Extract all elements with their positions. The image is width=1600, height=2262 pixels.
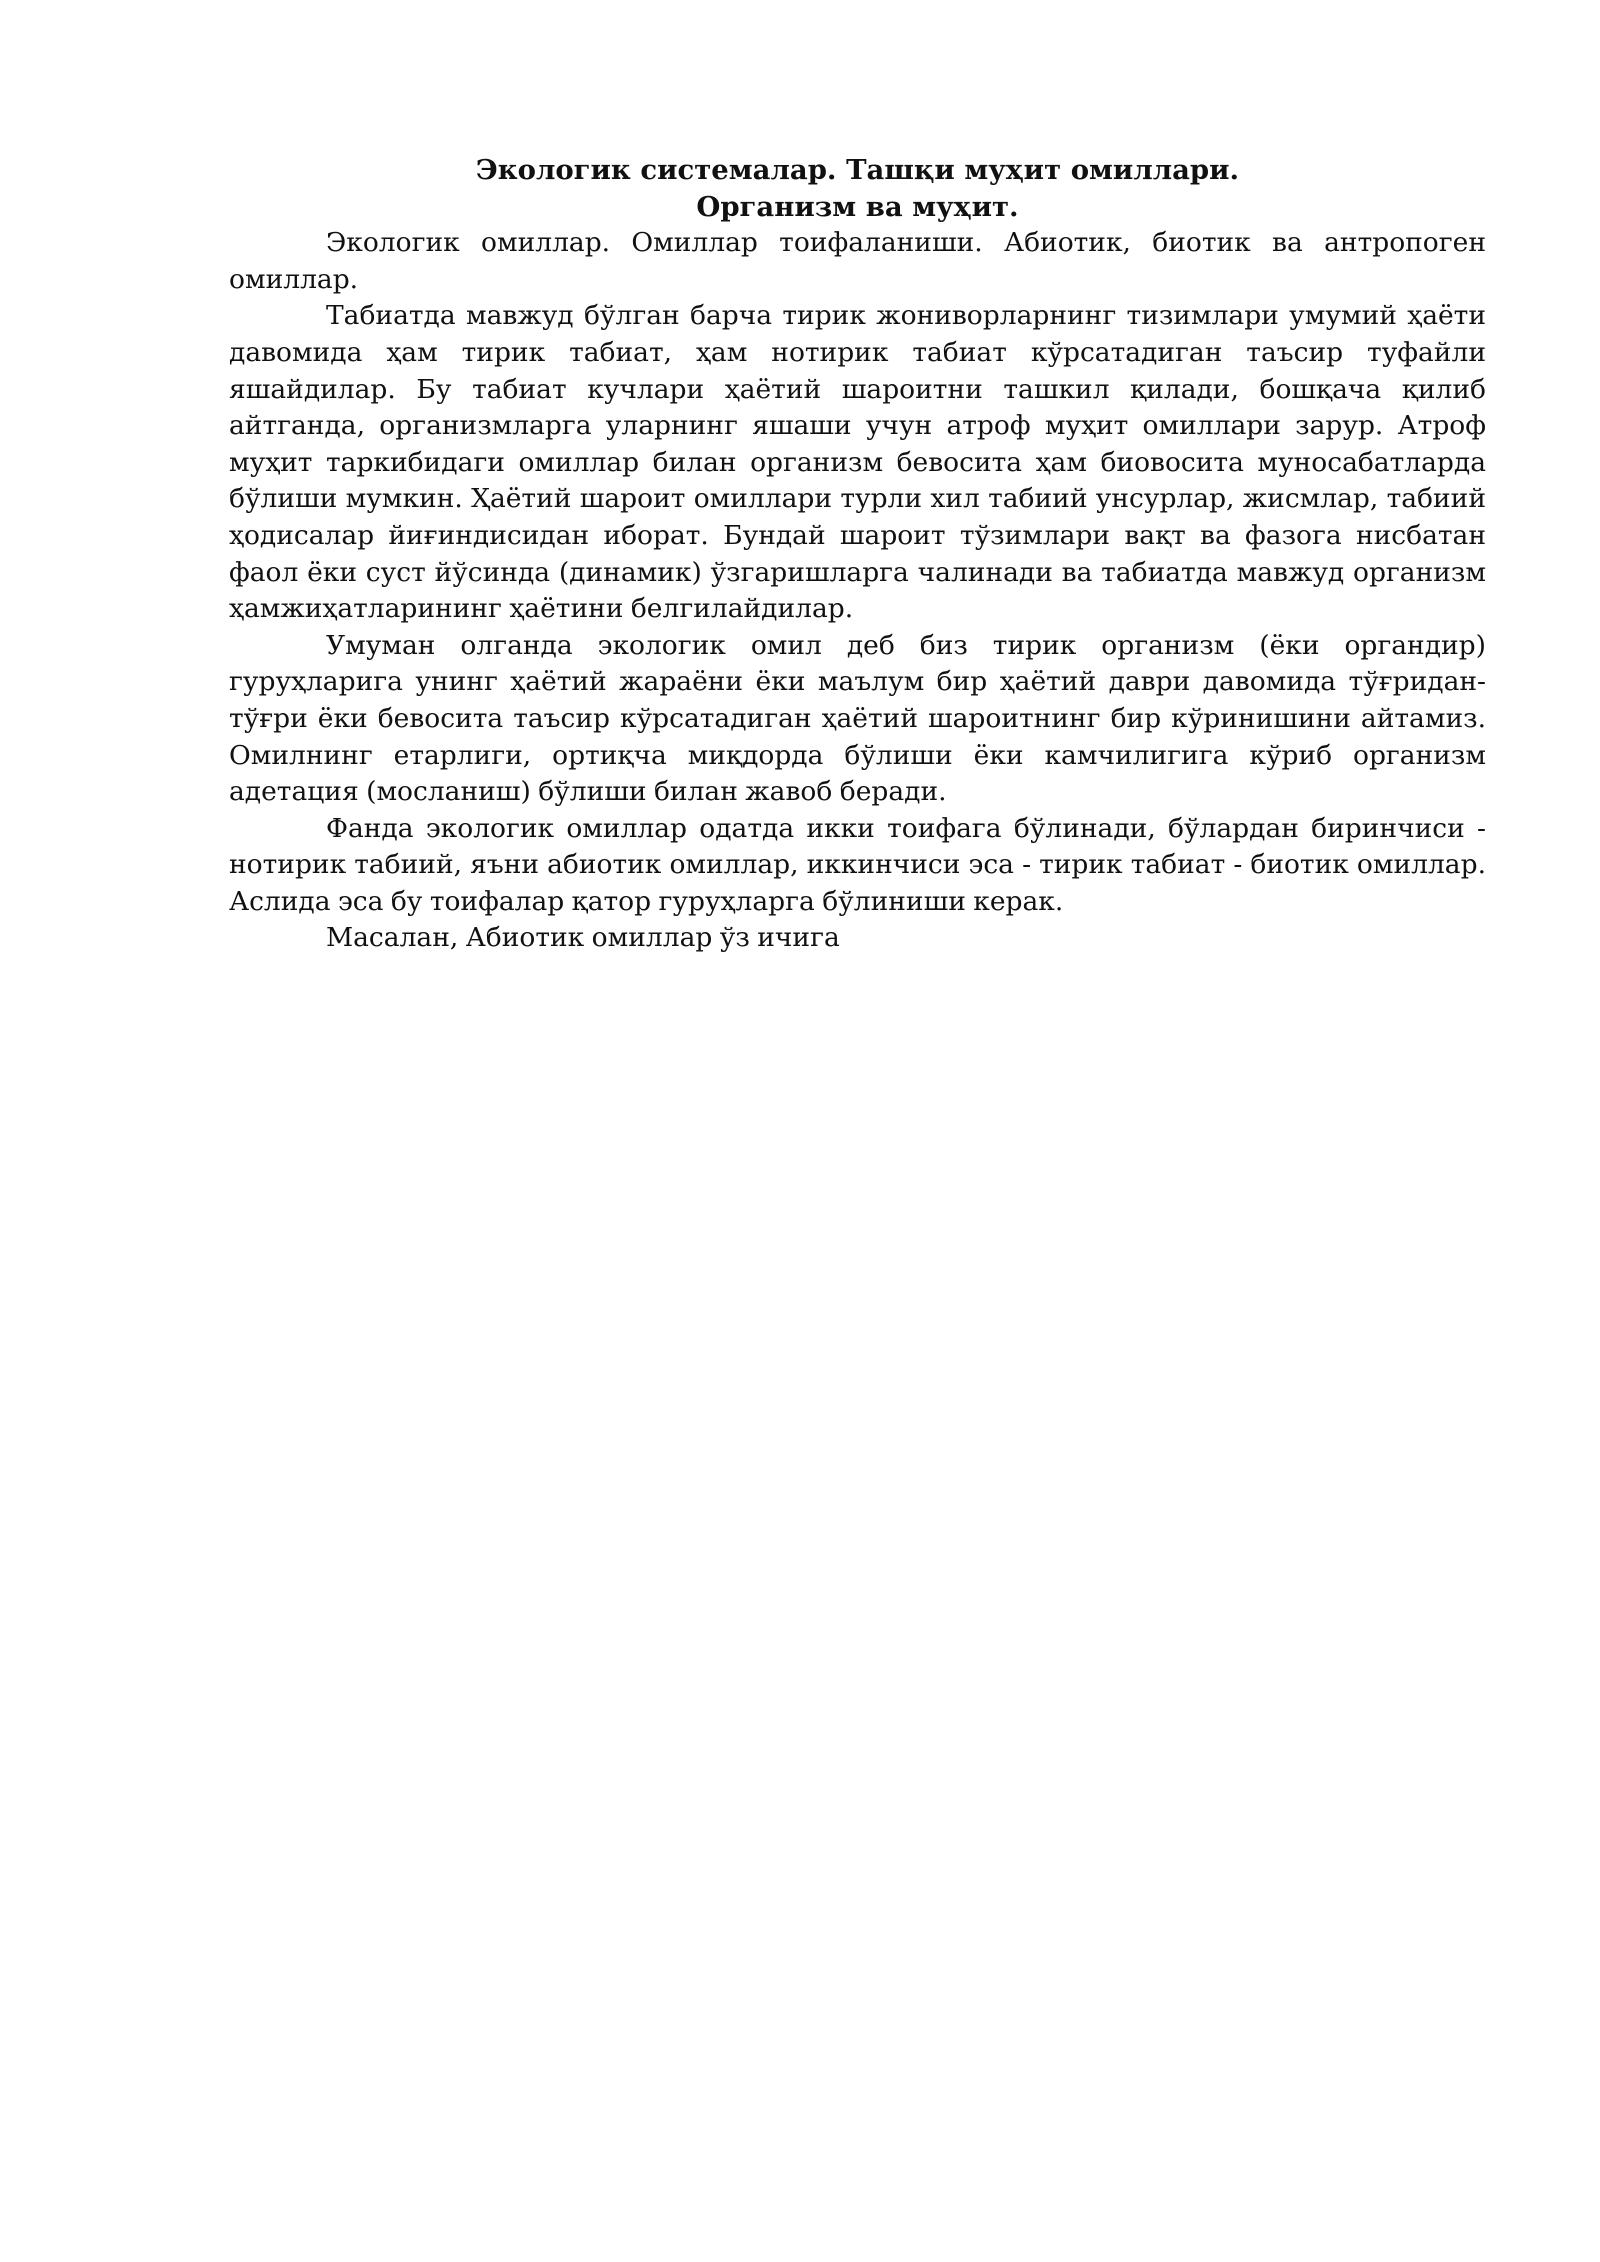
paragraph-example: Масалан, Абиотик омиллар ўз ичига [326, 922, 840, 954]
paragraph-classification: Фанда экологик омиллар одатда икки тоифага бўлинади, бўлардан биринчиси - нотирик табиий, яъни абиотик омиллар, иккинчиси эса - тирик табиат - биотик омиллар. Аслида эса бу тоифалар қатор гуруҳларга бўлиниши керак. [229, 812, 1486, 917]
document-title-line-2: Организм ва муҳит. [696, 190, 1019, 223]
paragraph-intro: Экологик омиллар. Омиллар тоифаланиши. Абиотик, биотик ва антропоген омиллар. [229, 227, 1486, 295]
paragraph-nature: Табиатда мавжуд бўлган барча тирик жониворларнинг тизимлари умумий ҳаёти давомида ҳам тирик табиат, ҳам нотирик табиат кўрсатадиган таъсир туфайли яшайдилар. Бу табиат кучлари ҳаётий шароитни ташкил қилади, бошқача қилиб айтганда, организмларга уларнинг яшаши учун атроф муҳит омиллари зарур. Атроф муҳит таркибидаги омиллар билан организм бевосита ҳам биовосита муносабатларда бўлиши мумкин. Ҳаётий шароит омиллари турли хил табиий унсурлар, жисмлар, табиий ҳодисалар йиғиндисидан иборат. Бундай шароит тўзимлари вақт ва фазога нисбатан фаол ёки суст йўсинда (динамик) ўзгаришларга чалинади ва табиатда мавжуд организм ҳамжиҳатларининг ҳаётини белгилайдилар. [229, 300, 1486, 625]
document-body [229, 152, 1486, 957]
document-title-line-1: Экологик системалар. Ташқи муҳит омиллари. [475, 154, 1240, 186]
paragraph-definition: Умуман олганда экологик омил деб биз тирик организм (ёки оргaндир) гуруҳларига унинг ҳаётий жараёни ёки маълум бир ҳаётий даври давомида тўғридан-тўғри ёки бевосита таъсир кўрсатадиган ҳаётий шароитнинг бир кўринишини айтамиз. Омилнинг етарлиги, ортиқча миқдорда бўлиши ёки камчилигига кўриб организм адетация (мосланиш) бўлиши билан жавоб беради. [229, 629, 1486, 808]
